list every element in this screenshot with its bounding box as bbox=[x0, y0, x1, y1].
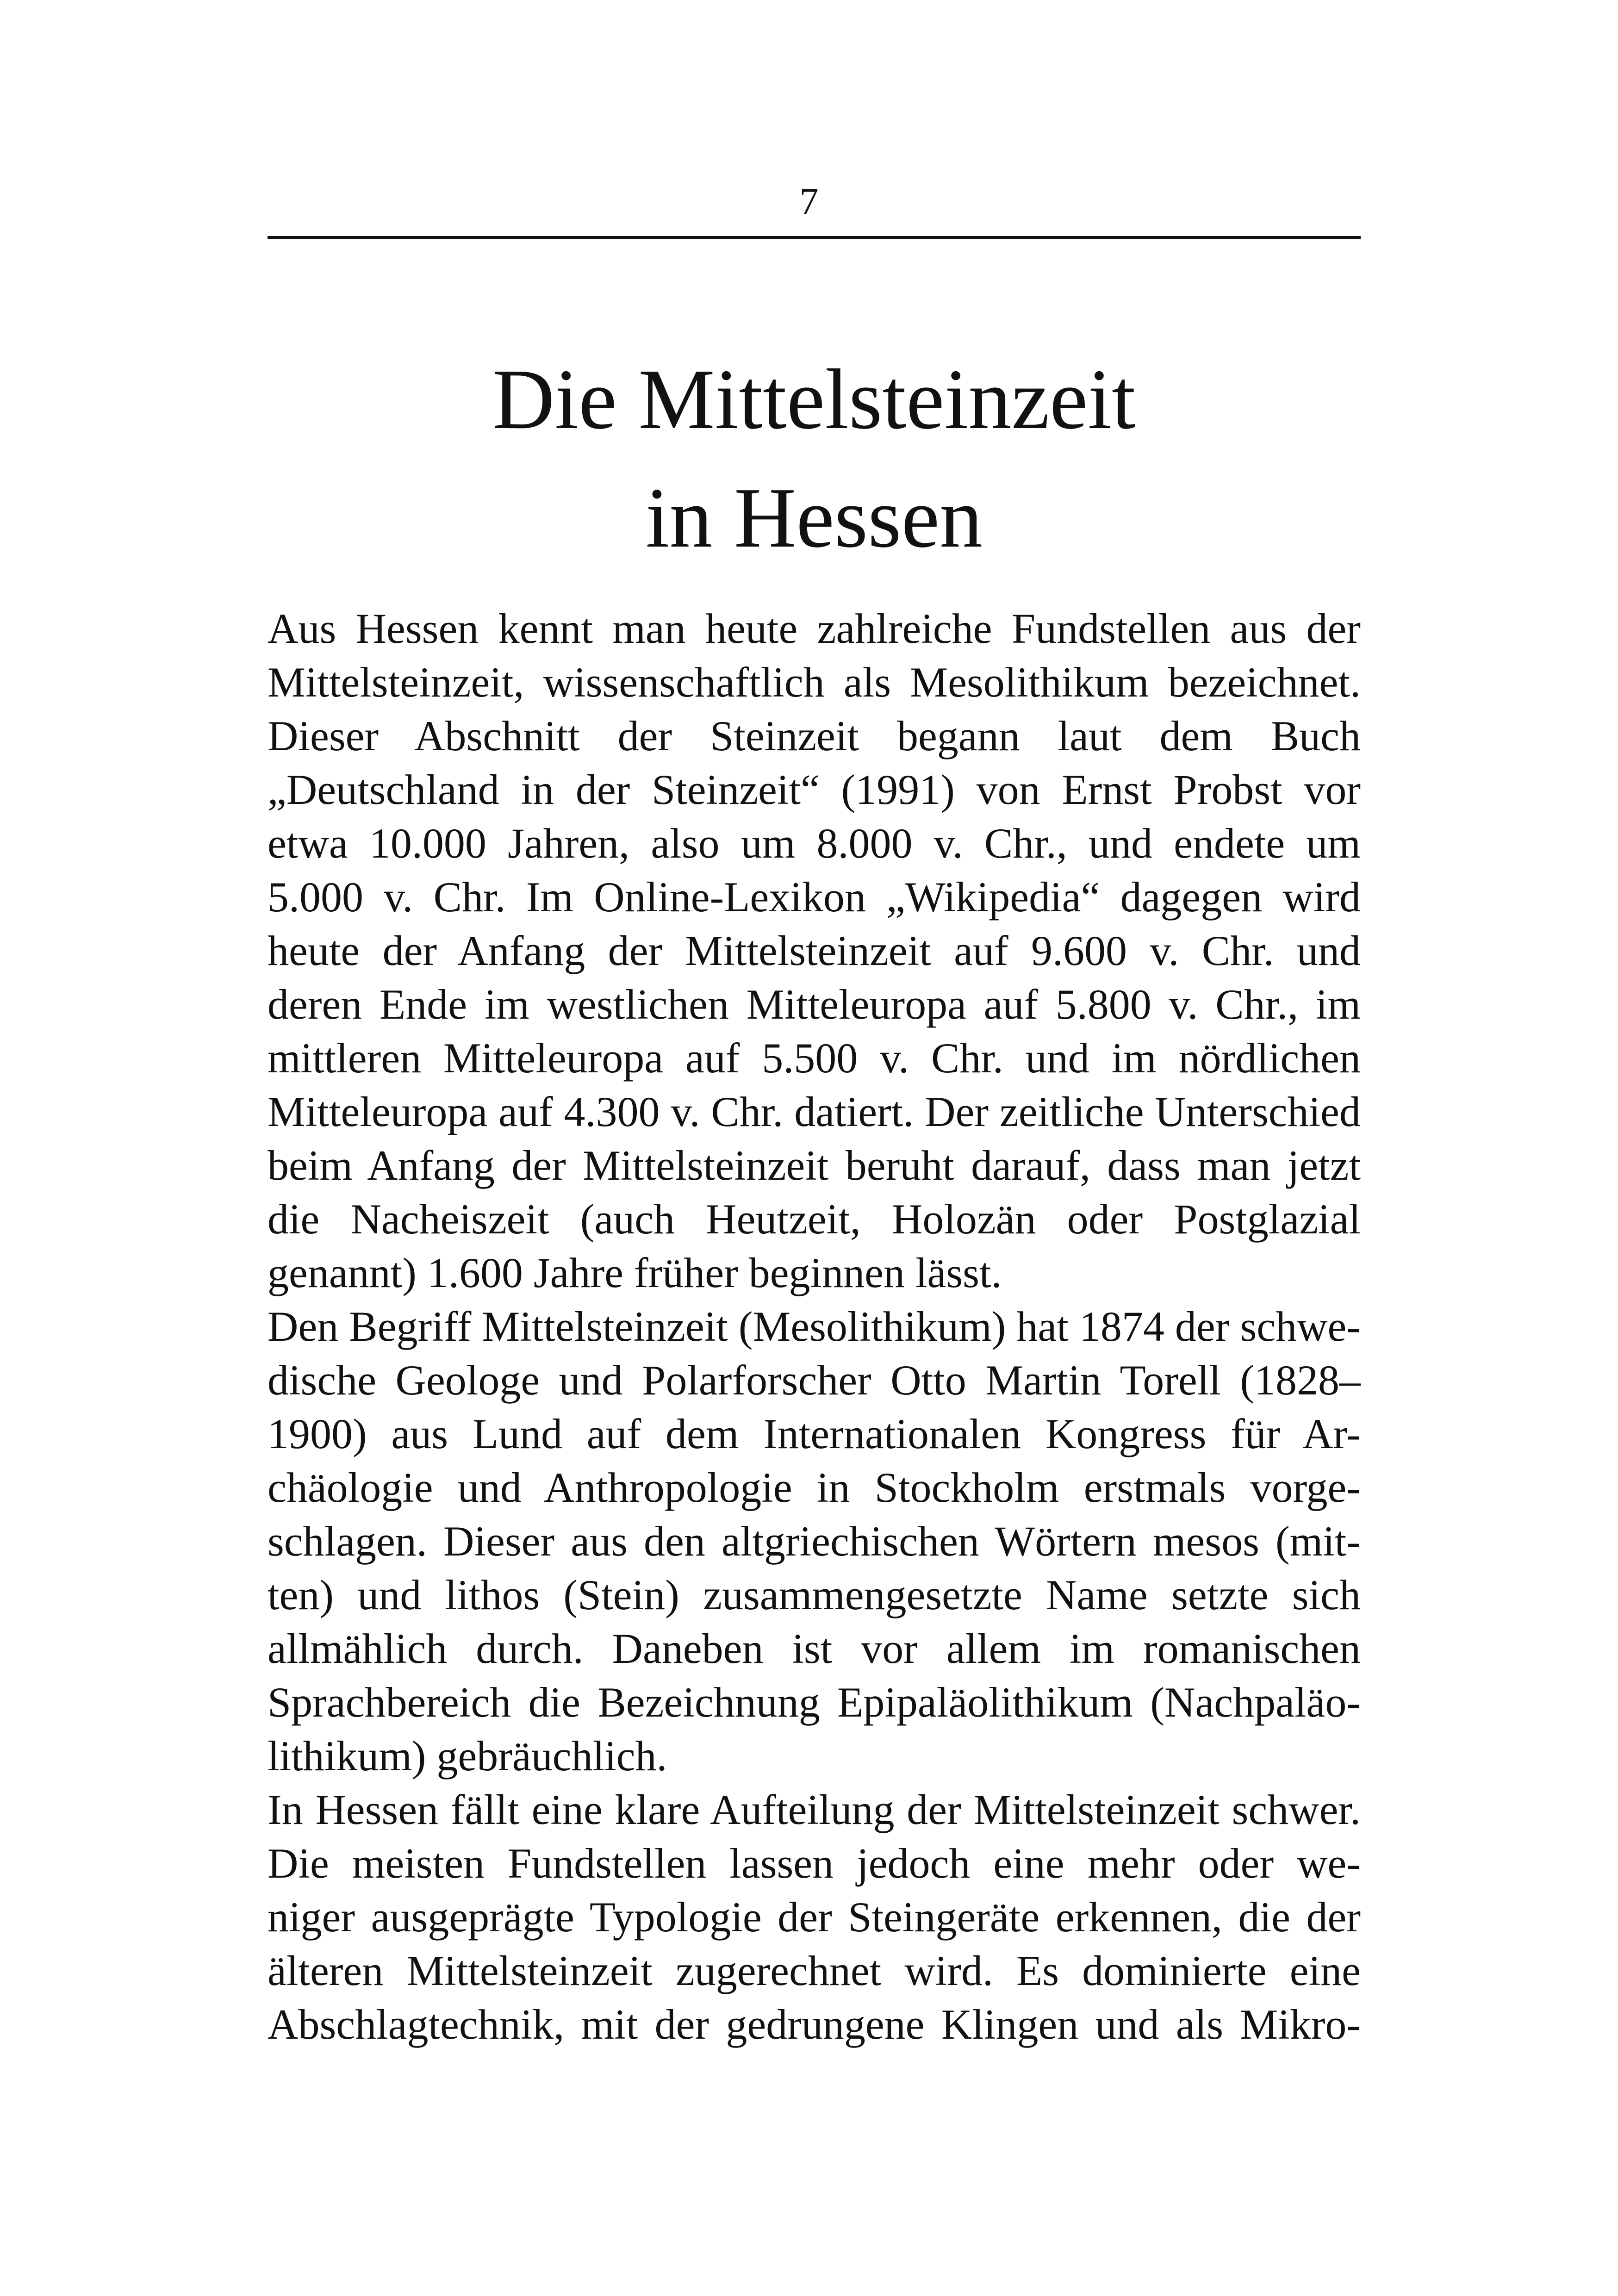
text-line: 1900) aus Lund auf dem Internationalen Kongress für Ar- bbox=[268, 1410, 1361, 1457]
text-line: mittleren Mitteleuropa auf 5.500 v. Chr. und im nördlichen bbox=[268, 1034, 1361, 1082]
text-line: Den Begriff Mittelsteinzeit (Mesolithikum) hat 1874 der schwe- bbox=[268, 1303, 1361, 1350]
text-line: etwa 10.000 Jahren, also um 8.000 v. Chr., und endete um bbox=[268, 820, 1361, 867]
text-line: In Hessen fällt eine klare Aufteilung der Mittelsteinzeit schwer. bbox=[268, 1786, 1361, 1833]
body-text bbox=[268, 602, 1361, 2051]
text-line: ten) und lithos (Stein) zusammengesetzte Name setzte sich bbox=[268, 1571, 1361, 1618]
text-line: Dieser Abschnitt der Steinzeit begann laut dem Buch bbox=[268, 712, 1361, 759]
text-line: älteren Mittelsteinzeit zugerechnet wird. Es dominierte eine bbox=[268, 1947, 1361, 1994]
paragraph-last-line: lithikum) gebräuchlich. bbox=[268, 1732, 667, 1780]
text-line: Sprachbereich die Bezeichnung Epipaläolithikum (Nachpaläo- bbox=[268, 1679, 1361, 1726]
text-line: beim Anfang der Mittelsteinzeit beruht darauf, dass man jetzt bbox=[268, 1142, 1361, 1189]
paragraph-last-line: genannt) 1.600 Jahre früher beginnen lässt. bbox=[268, 1249, 1002, 1296]
text-line: allmählich durch. Daneben ist vor allem im romanischen bbox=[268, 1625, 1361, 1672]
text-line: Mittelsteinzeit, wissenschaftlich als Mesolithikum bezeichnet. bbox=[268, 659, 1361, 706]
text-line: niger ausgeprägte Typologie der Steingeräte erkennen, die der bbox=[268, 1893, 1361, 1941]
text-line: „Deutschland in der Steinzeit“ (1991) von Ernst Probst vor bbox=[268, 766, 1361, 813]
text-line: heute der Anfang der Mittelsteinzeit auf 9.600 v. Chr. und bbox=[268, 927, 1361, 974]
text-line: Die meisten Fundstellen lassen jedoch eine mehr oder we- bbox=[268, 1840, 1361, 1887]
text-line: dische Geologe und Polarforscher Otto Martin Torell (1828– bbox=[268, 1356, 1361, 1404]
text-line: Aus Hessen kennt man heute zahlreiche Fundstellen aus der bbox=[268, 605, 1361, 652]
text-line: schlagen. Dieser aus den altgriechischen Wörtern mesos (mit- bbox=[268, 1518, 1361, 1565]
text-line: chäologie und Anthropologie in Stockholm erstmals vorge- bbox=[268, 1464, 1361, 1511]
text-line: deren Ende im westlichen Mitteleuropa auf 5.800 v. Chr., im bbox=[268, 981, 1361, 1028]
chapter-title bbox=[268, 340, 1361, 577]
header-rule bbox=[268, 236, 1361, 239]
page-number: 7 bbox=[799, 180, 819, 222]
text-line: Mitteleuropa auf 4.300 v. Chr. datiert. Der zeitliche Unterschied bbox=[268, 1088, 1361, 1135]
text-line: Abschlagtechnik, mit der gedrungene Klingen und als Mikro- bbox=[268, 2001, 1361, 2048]
text-line: die Nacheiszeit (auch Heutzeit, Holozän oder Postglazial bbox=[268, 1195, 1361, 1243]
text-line: 5.000 v. Chr. Im Online-Lexikon „Wikipedia“ dagegen wird bbox=[268, 873, 1361, 921]
chapter-title-line-2: in Hessen bbox=[645, 470, 983, 566]
chapter-title-line-1: Die Mittelsteinzeit bbox=[492, 352, 1136, 447]
